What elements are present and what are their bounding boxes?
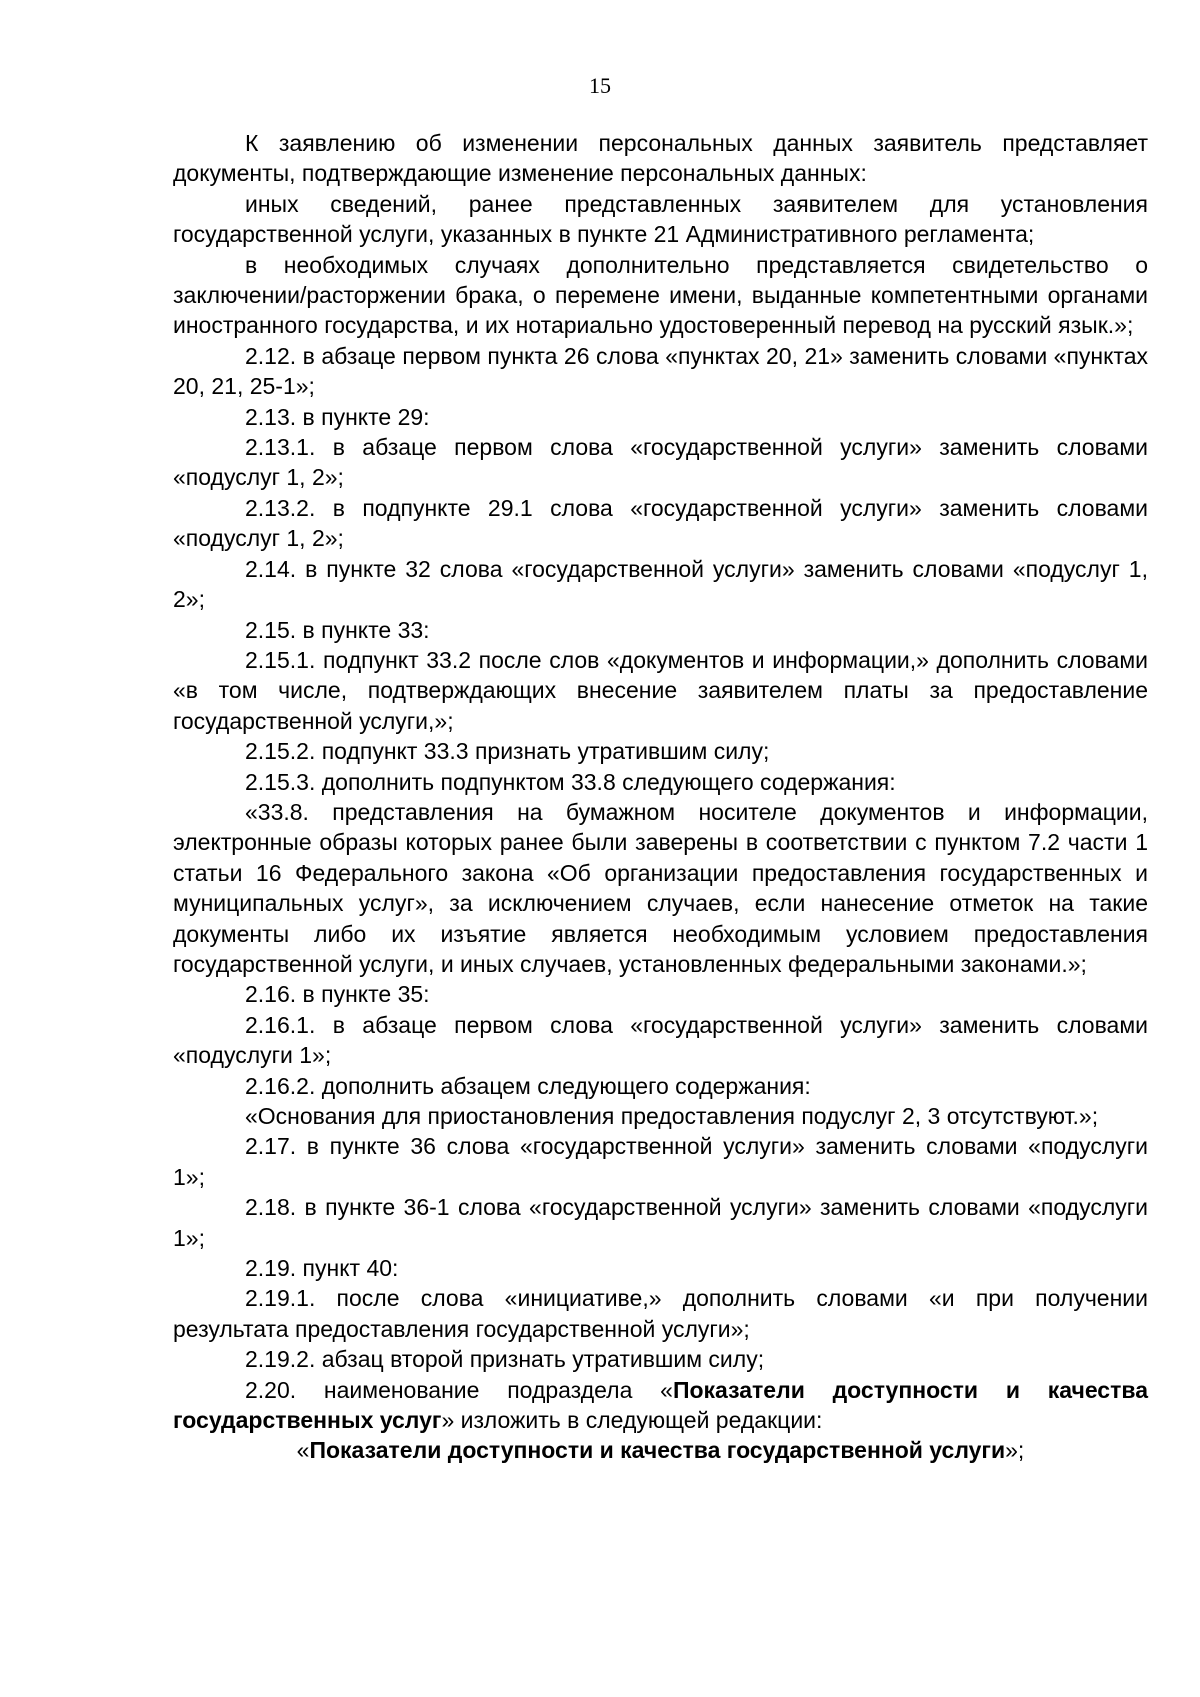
paragraph-2-13-2: 2.13.2. в подпункте 29.1 слова «государственной услуги» заменить словами «подуслуг 1, 2»; xyxy=(173,494,1148,552)
paragraph-2-19-1: 2.19.1. после слова «инициативе,» дополнить словами «и при получении результата предоставления государственной услуги»; xyxy=(173,1285,1148,1342)
paragraph-new-subsection-title xyxy=(173,1435,1148,1465)
paragraph-2-19: 2.19. пункт 40: xyxy=(245,1255,399,1282)
paragraph-personal-data-docs: К заявлению об изменении персональных данных заявитель представляет документы, подтверждающие изменение персональных данных: xyxy=(173,130,1148,187)
paragraph-2-15: 2.15. в пункте 33: xyxy=(245,616,430,643)
paragraph-2-20-prefix: 2.20. наименование подраздела « xyxy=(245,1376,673,1403)
paragraph-2-13: 2.13. в пункте 29: xyxy=(245,403,430,430)
paragraph-2-16-1: 2.16.1. в абзаце первом слова «государственной услуги» заменить словами «подуслуги 1»; xyxy=(173,1011,1148,1069)
paragraph-2-16-2: 2.16.2. дополнить абзацем следующего содержания: xyxy=(245,1072,811,1099)
paragraph-2-18: 2.18. в пункте 36-1 слова «государственной услуги» заменить словами «подуслуги 1»; xyxy=(173,1194,1148,1251)
paragraph-33-8: «33.8. представления на бумажном носителе документов и информации, электронные образы которых ранее были заверены в соответствии с пунктом 7.2 части 1 статьи 16 Федерального закона «Об организации предоставления государственных и муниципальных услуг», за исключением случаев, если нанесение отметок на такие документы либо их изъятие является необходимым условием предоставления государственной услуги, и иных случаев, установленных федеральными законами.»; xyxy=(173,798,1148,977)
paragraph-2-16: 2.16. в пункте 35: xyxy=(245,981,430,1008)
page-number: 15 xyxy=(589,73,611,98)
paragraph-2-15-2: 2.15.2. подпункт 33.3 признать утратившим силу; xyxy=(245,738,770,765)
paragraph-2-13-1: 2.13.1. в абзаце первом слова «государственной услуги» заменить словами «подуслуг 1, 2»; xyxy=(173,434,1148,491)
paragraph-2-20-bold-title: Показатели доступности и качества государственных услуг xyxy=(173,1376,1148,1434)
paragraph-2-15-3: 2.15.3. дополнить подпунктом 33.8 следующего содержания: xyxy=(245,768,896,795)
paragraph-2-17: 2.17. в пункте 36 слова «государственной услуги» заменить словами «подуслуги 1»; xyxy=(173,1133,1148,1190)
paragraph-suspension-grounds: «Основания для приостановления предоставления подуслуг 2, 3 отсутствуют.»; xyxy=(245,1103,1099,1129)
paragraph-other-info: иных сведений, ранее представленных заявителем для установления государственной услуги, указанных в пункте 21 Административного регламента; xyxy=(173,190,1148,248)
paragraph-2-19-2: 2.19.2. абзац второй признать утратившим силу; xyxy=(245,1346,765,1373)
paragraph-certificates: в необходимых случаях дополнительно представляется свидетельство о заключении/расторжении брака, о перемене имени, выданные компетентными органами иностранного государства, и их нотариально удостоверенный перевод на русский язык.»; xyxy=(173,251,1148,339)
new-title-prefix: « xyxy=(296,1437,310,1464)
paragraph-2-15-1: 2.15.1. подпункт 33.2 после слов «документов и информации,» дополнить словами «в том числе, подтверждающих внесение заявителем платы за предоставление государственной услуги,»; xyxy=(173,646,1148,734)
paragraph-2-14: 2.14. в пункте 32 слова «государственной услуги» заменить словами «подуслуг 1, 2»; xyxy=(173,555,1148,613)
paragraph-2-20-suffix: » изложить в следующей редакции: xyxy=(441,1407,823,1434)
new-title-bold: Показатели доступности и качества государственной услуги xyxy=(309,1437,1006,1464)
paragraph-2-20 xyxy=(173,1375,1148,1436)
new-title-suffix: »; xyxy=(1005,1437,1025,1464)
document-body xyxy=(173,128,1148,1466)
paragraph-2-12: 2.12. в абзаце первом пункта 26 слова «пунктах 20, 21» заменить словами «пунктах 20, 21, 25-1»; xyxy=(173,342,1148,400)
